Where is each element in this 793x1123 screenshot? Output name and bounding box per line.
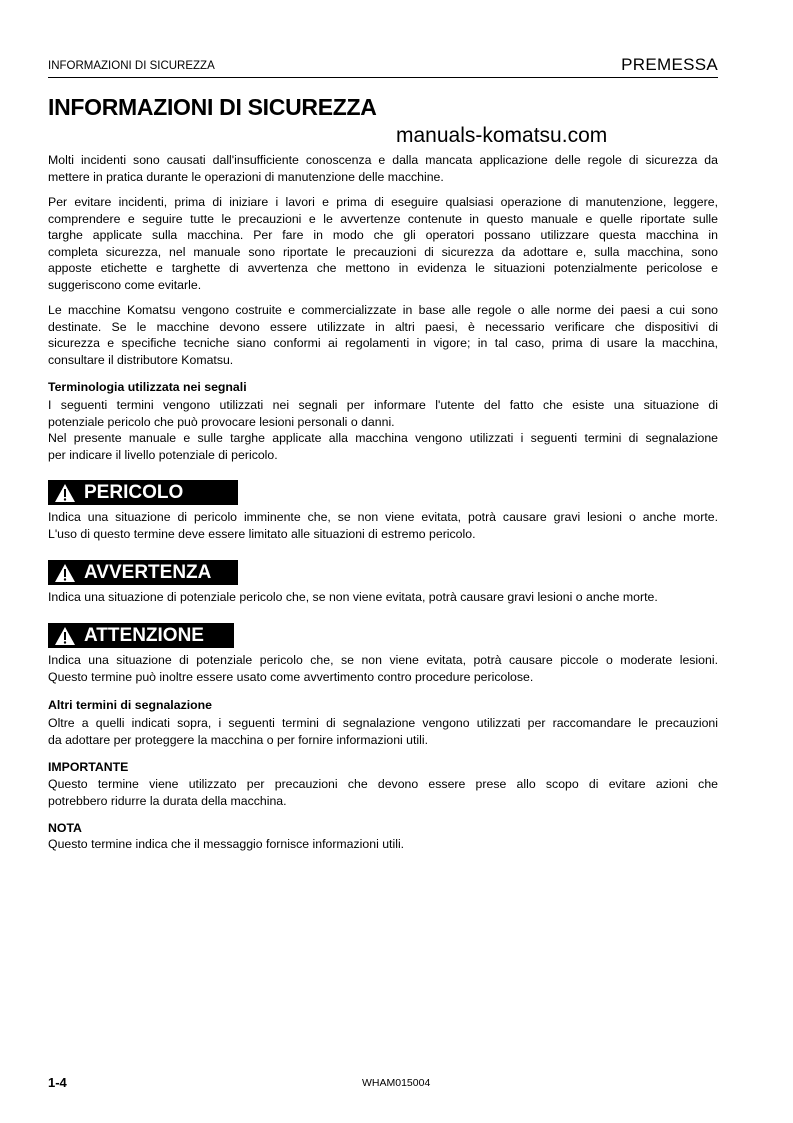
paragraph-altri: [48, 715, 718, 748]
heading-terminologia: Terminologia utilizzata nei segnali: [48, 380, 247, 394]
page-title: INFORMAZIONI DI SICUREZZA: [48, 94, 377, 120]
text-line: consultare il distributore Komatsu.: [48, 352, 234, 367]
warning-triangle-icon: [54, 563, 76, 583]
text-line: Questo termine può inoltre essere usato come avvertimento contro procedure pericolose.: [48, 669, 534, 684]
signal-attenzione: [48, 623, 234, 648]
watermark: manuals-komatsu.com: [396, 124, 608, 147]
heading-importante: IMPORTANTE: [48, 760, 129, 774]
text-line: Indica una situazione di pericolo imminente che, se non viene evitata, potrà causare gravi lesioni o anche morte.: [48, 510, 718, 524]
text-line: comprendere e seguire tutte le precauzioni e le avvertenze contenute in questo manuale e quelle riportate sulle: [48, 211, 718, 226]
heading-nota: NOTA: [48, 821, 82, 835]
text-line: Questo termine viene utilizzato per precauzioni che devono essere prese allo scopo di evitare azioni che: [48, 777, 718, 791]
paragraph-attenzione: [48, 652, 718, 685]
text-line: sicurezza e specifiche tecniche siano conformi ai regolamenti in vigore; in tal caso, prima di usare la macchina,: [48, 336, 718, 351]
paragraph-pericolo: [48, 509, 718, 542]
page-number: 1-4: [48, 1075, 67, 1090]
text-line: apposte etichette e targhette di avvertenza che mettono in evidenza le situazioni potenzialmente pericolose e: [48, 261, 718, 276]
paragraph-importante: [48, 776, 718, 809]
signal-label: PERICOLO: [84, 481, 184, 503]
text-line: potenziale pericolo che può provocare lesioni personali o danni.: [48, 414, 395, 429]
paragraph-levels: [48, 430, 718, 463]
text-line: L'uso di questo termine deve essere limitato alle situazioni di estremo pericolo.: [48, 526, 476, 541]
signal-label: AVVERTENZA: [84, 561, 212, 583]
text-line: Indica una situazione di potenziale pericolo che, se non viene evitata, potrà causare piccole o moderate lesioni.: [48, 653, 718, 667]
text-line: destinate. Se le macchine devono essere utilizzate in altri paesi, è necessario verificare che dispositivi di: [48, 319, 718, 334]
text-line: Oltre a quelli indicati sopra, i seguenti termini di segnalazione vengono utilizzati per raccomandare le precauzioni: [48, 716, 718, 730]
text-line: Nel presente manuale e sulle targhe applicate alla macchina vengono utilizzati i seguenti termini di segnalazione: [48, 431, 718, 445]
text-line: per indicare il livello potenziale di pericolo.: [48, 447, 278, 462]
signal-pericolo: [48, 480, 238, 505]
warning-triangle-icon: [54, 483, 76, 503]
signal-label: ATTENZIONE: [84, 624, 204, 646]
text-line: potrebbero ridurre la durata della macchina.: [48, 793, 287, 808]
text-line: Per evitare incidenti, prima di iniziare i lavori e prima di eseguire qualsiasi operazione di manutenzione, leggere,: [48, 195, 718, 209]
text-line: da adottare per proteggere la macchina o per fornire informazioni utili.: [48, 732, 429, 747]
text-line: completa sicurezza, nel manuale sono riportate le precauzioni di sicurezza da adottare e, sulla macchina, sono: [48, 244, 718, 259]
paragraph-nota: [48, 836, 718, 853]
text-line: Indica una situazione di potenziale pericolo che, se non viene evitata, potrà causare gravi lesioni o anche morte.: [48, 590, 658, 604]
text-line: Le macchine Komatsu vengono costruite e commercializzate in base alle regole o alle norme dei paesi a cui sono: [48, 303, 718, 317]
text-line: targhe applicate sulla macchina. Per fare in modo che gli operatori possano utilizzare questa macchina in: [48, 228, 718, 243]
header-rule: [48, 77, 718, 78]
heading-altri: Altri termini di segnalazione: [48, 698, 212, 712]
text-line: Molti incidenti sono causati dall'insufficiente conoscenza e dalla mancata applicazione delle regole di sicurezza da: [48, 153, 718, 167]
paragraph-regulations: [48, 302, 718, 368]
paragraph-precautions: [48, 194, 718, 294]
document-code: WHAM015004: [362, 1077, 431, 1089]
paragraph-avvertenza: [48, 589, 718, 606]
text-line: suggeriscono come evitarle.: [48, 277, 202, 292]
running-header-section: INFORMAZIONI DI SICUREZZA: [48, 60, 215, 72]
warning-triangle-icon: [54, 626, 76, 646]
paragraph-intro: [48, 152, 718, 185]
paragraph-terminologia: [48, 397, 718, 430]
text-line: mettere in pratica durante le operazioni di manutenzione delle macchine.: [48, 169, 444, 184]
running-header-chapter: PREMESSA: [621, 55, 718, 74]
signal-avvertenza: [48, 560, 238, 585]
text-line: Questo termine indica che il messaggio fornisce informazioni utili.: [48, 837, 405, 851]
text-line: I seguenti termini vengono utilizzati nei segnali per informare l'utente del fatto che esiste una situazione di: [48, 398, 718, 412]
